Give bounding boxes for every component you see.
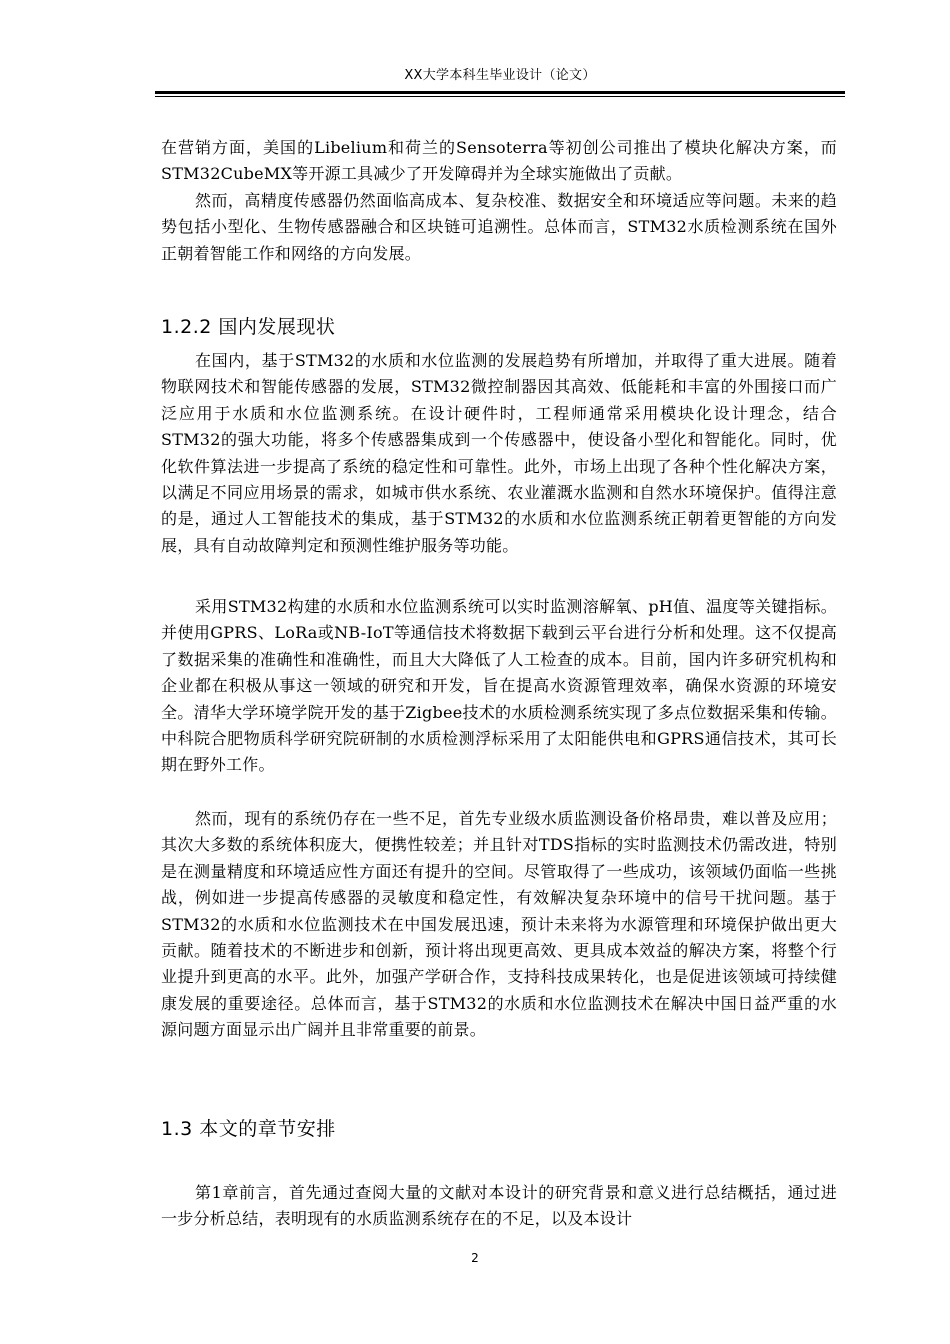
- section-heading-1-2-2: 1.2.2 国内发展现状: [161, 316, 336, 338]
- paragraph-challenges-abroad: 然而，高精度传感器仍然面临高成本、复杂校准、数据安全和环境适应等问题。未来的趋势包括小型化、生物传感器融合和区块链可追溯性。总体而言，STM32水质检测系统在国外正朝着智能工作和网络的方向发展。: [161, 191, 837, 263]
- running-header: XX大学本科生毕业设计（论文）: [404, 68, 596, 83]
- paragraph-shortcomings: 然而，现有的系统仍存在一些不足，首先专业级水质监测设备价格昂贵，难以普及应用；其次大多数的系统体积庞大，便携性较差；并且针对TDS指标的实时监测技术仍需改进，特别是在测量精度和环境适应性方面还有提升的空间。尽管取得了一些成功，该领域仍面临一些挑战，例如进一步提高传感器的灵敏度和稳定性，有效解决复杂环境中的信号干扰问题。基于STM32的水质和水位监测技术在中国发展迅速，预计未来将为水源管理和环境保护做出更大贡献。随着技术的不断进步和创新，预计将出现更高效、更具成本效益的解决方案，将整个行业提升到更高的水平。此外，加强产学研合作，支持科技成果转化，也是促进该领域可持续健康发展的重要途径。总体而言，基于STM32的水质和水位监测技术在解决中国日益严重的水源问题方面显示出广阔并且非常重要的前景。: [161, 809, 837, 1040]
- paragraph-marketing: 在营销方面，美国的Libelium和荷兰的Sensoterra等初创公司推出了模块化解决方案，而STM32CubeMX等开源工具减少了开发障碍并为全球实施做出了贡献。: [161, 138, 837, 184]
- paragraph-domestic-development: 在国内，基于STM32的水质和水位监测的发展趋势有所增加，并取得了重大进展。随着物联网技术和智能传感器的发展，STM32微控制器因其高效、低能耗和丰富的外围接口而广泛应用于水质和水位监测系统。在设计硬件时，工程师通常采用模块化设计理念，结合STM32的强大功能，将多个传感器集成到一个传感器中，使设备小型化和智能化。同时，优化软件算法进一步提高了系统的稳定性和可靠性。此外，市场上出现了各种个性化解决方案，以满足不同应用场景的需求，如城市供水系统、农业灌溉水监测和自然水环境保护。值得注意的是，通过人工智能技术的集成，基于STM32的水质和水位监测系统正朝着更智能的方向发展，具有自动故障判定和预测性维护服务等功能。: [161, 351, 837, 555]
- paragraph-monitoring-system: 采用STM32构建的水质和水位监测系统可以实时监测溶解氧、pH值、温度等关键指标。并使用GPRS、LoRa或NB-IoT等通信技术将数据下载到云平台进行分析和处理。这不仅提高了数据采集的准确性和准确性，而且大大降低了人工检查的成本。目前，国内许多研究机构和企业都在积极从事这一领域的研究和开发，旨在提高水资源管理效率，确保水资源的环境安全。清华大学环境学院开发的基于Zigbee技术的水质检测系统实现了多点位数据采集和传输。中科院合肥物质科学研究院研制的水质检测浮标采用了太阳能供电和GPRS通信技术，其可长期在野外工作。: [161, 597, 837, 775]
- header-rule-thick: [155, 91, 845, 94]
- section-heading-1-3: 1.3 本文的章节安排: [161, 1118, 336, 1140]
- page-number: 2: [471, 1251, 479, 1265]
- paragraph-chapter-arrangement: 第1章前言，首先通过查阅大量的文献对本设计的研究背景和意义进行总结概括，通过进一步分析总结，表明现有的水质监测系统存在的不足，以及本设计: [161, 1183, 837, 1229]
- header-rule-thin: [155, 96, 845, 97]
